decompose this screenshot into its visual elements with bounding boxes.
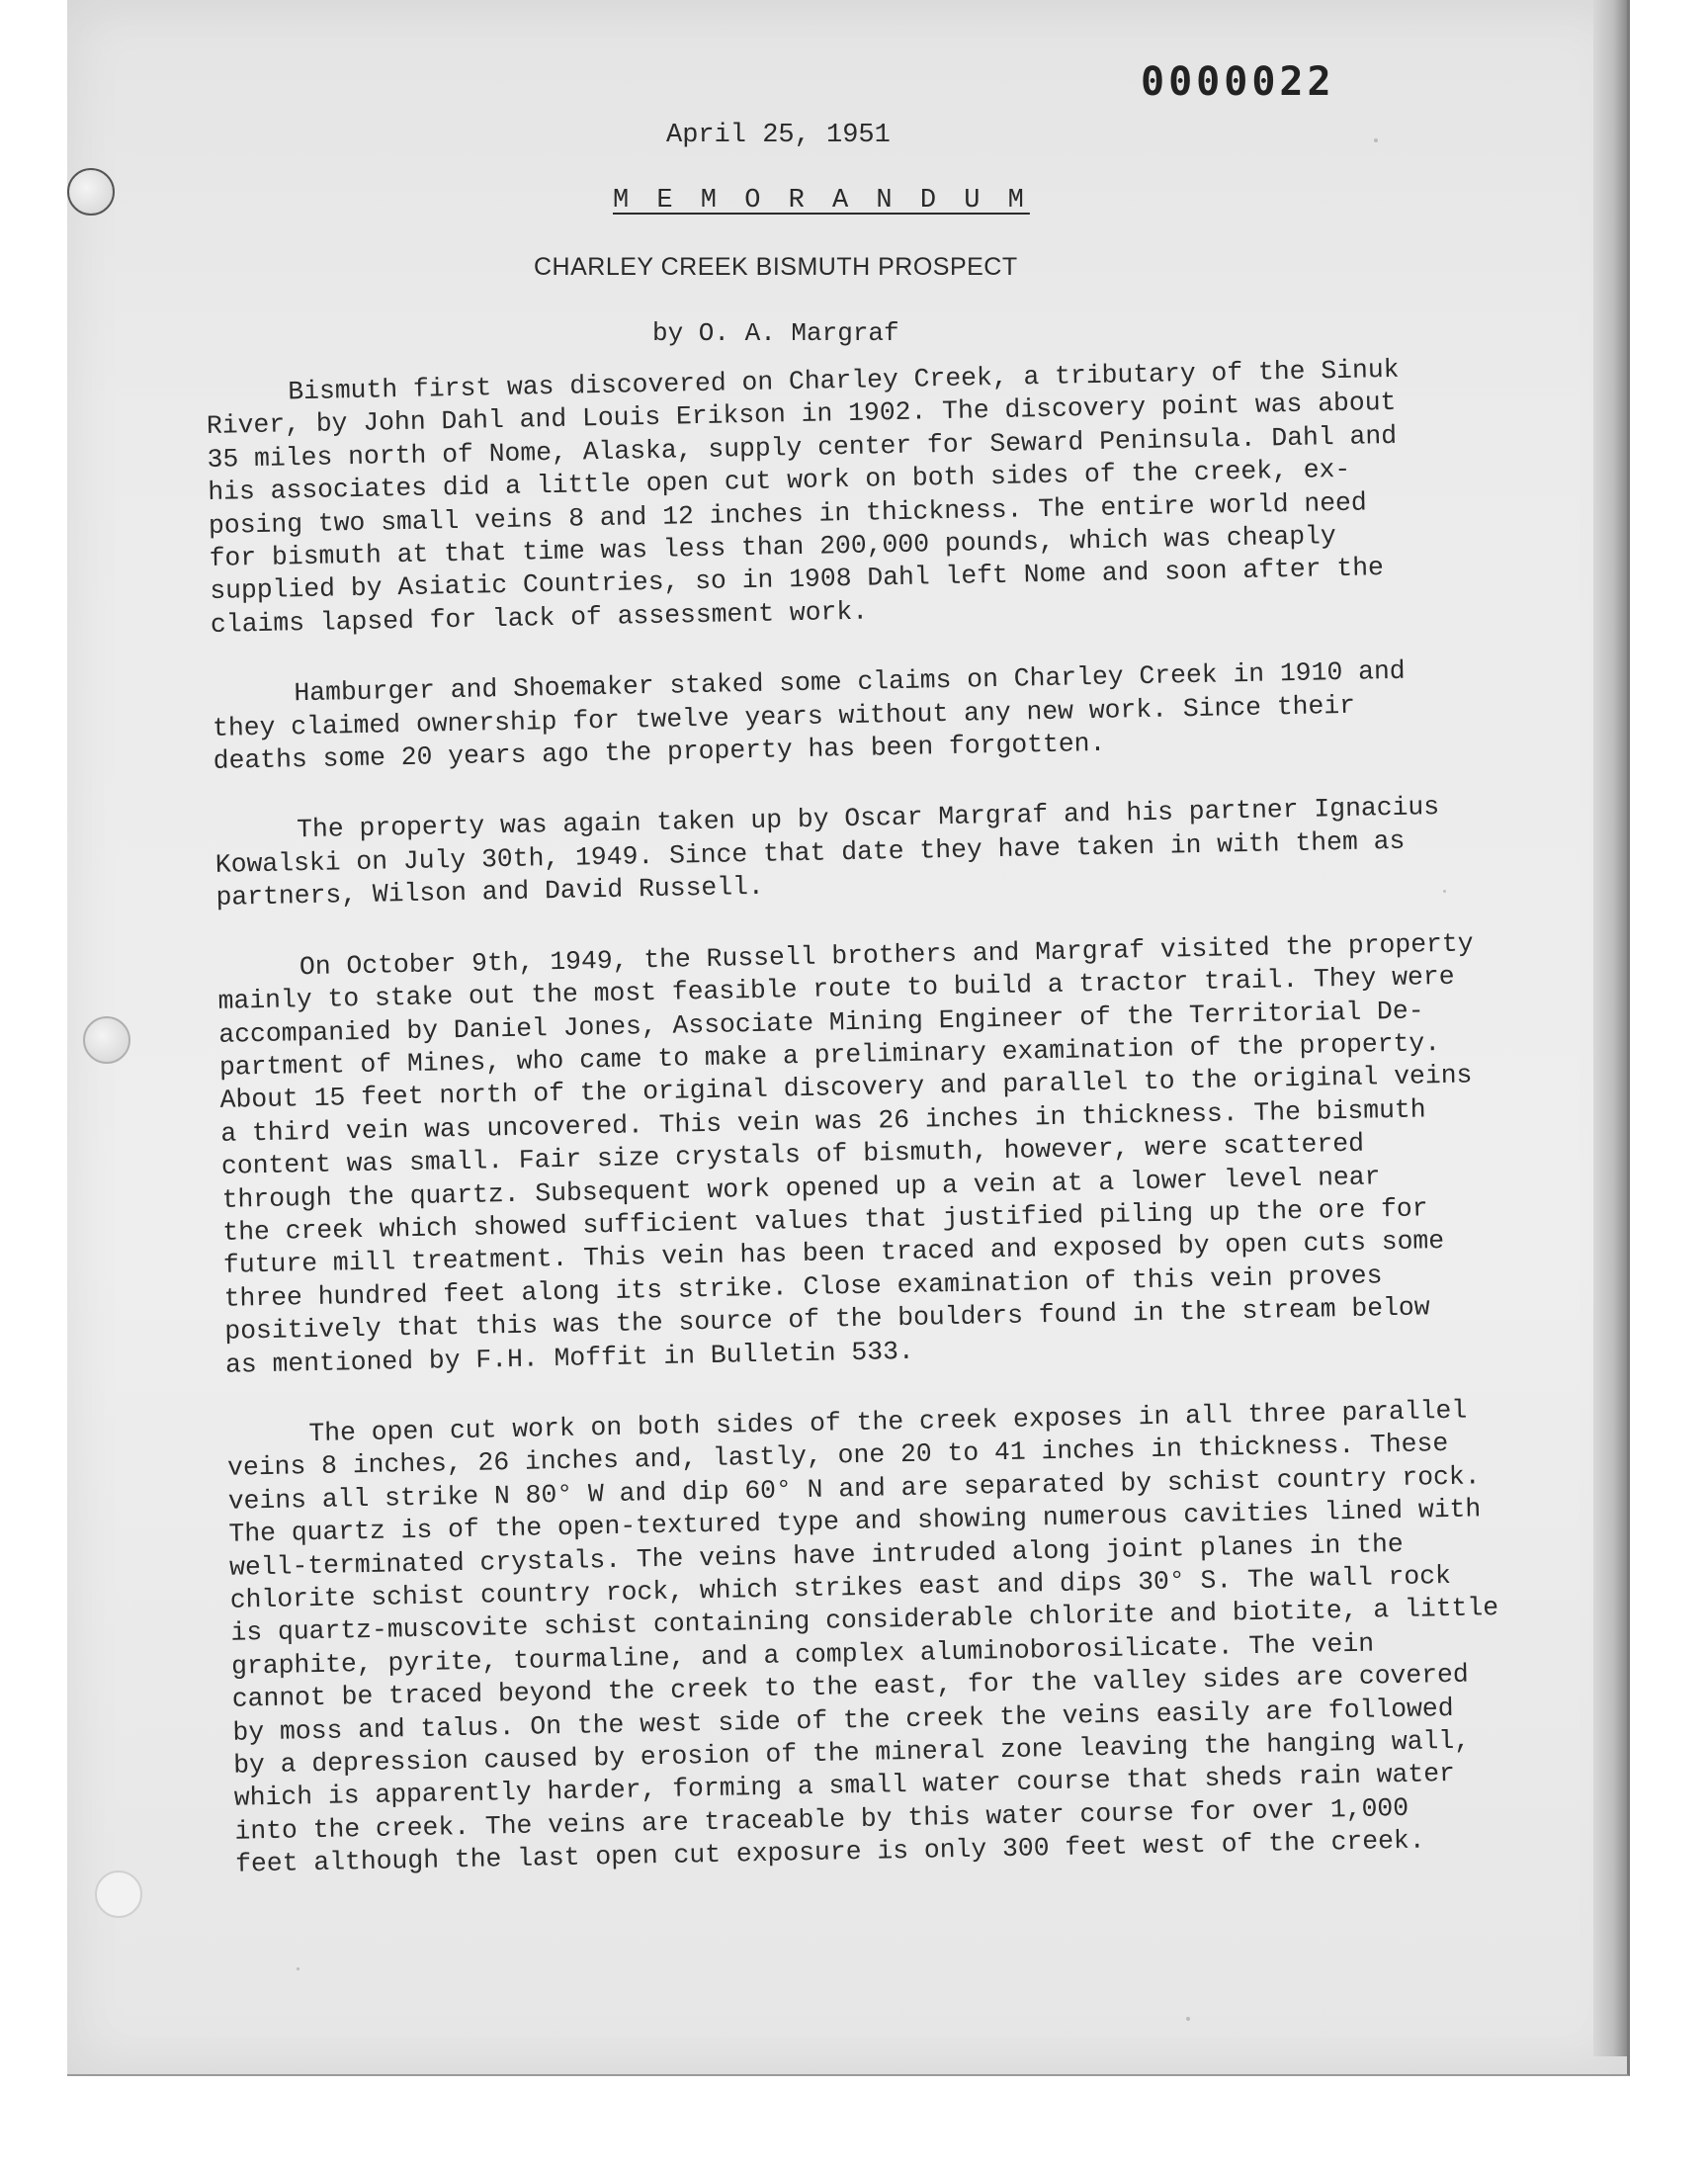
memo-date: April 25, 1951 xyxy=(666,121,891,150)
paragraph-discovery: Bismuth first was discovered on Charley Creek, a tributary of the Sinuk River, by John Dahl and Louis Erikson in 1902. The discovery point was about 35 miles north of Nome, Alaska, supply center for Seward Peninsula. Dahl and his associates did a little open cut work on both sides of the creek, ex- posing two small veins 8 and 12 inches in thickness. The entire world need for bismuth at that time was less than 200,000 pounds, which was cheaply supplied by Asiatic Countries, so in 1908 Dahl left Nome and soon after the claims lapsed for lack of assessment work. xyxy=(206,354,1400,640)
paragraph-october-visit: On October 9th, 1949, the Russell brothers and Margraf visited the property mainly to stake out the most feasible route to build a tractor trail. They were accompanied by Daniel Jones, Associate Mining Engineer of the Territorial De- partment of Mines, who came to make a preliminary examination of the property. About 15 feet north of the original discovery and parallel to the original veins a third vein was uncovered. This vein was 26 inches in thickness. The bismuth content was small. Fair size crystals of bismuth, however, were scattered through the quartz. Subsequent work opened up a vein at a lower level near the creek which showed sufficient values that justified piling up the ore for future mill treatment. This vein has been traced and exposed by open cuts some three hundred feet along its strike. Close examination of this vein proves positively that this was the source of the boulders found in the stream below as mentioned by F.H. Moffit in Bulletin 533. xyxy=(217,928,1474,1380)
paragraph-veins-geology: The open cut work on both sides of the creek exposes in all three parallel veins 8 inches, 26 inches and, lastly, one 20 to 41 inches in thickness. These veins all strike N 80° W and dip 60° N and are separated by schist country rock. The quartz is of the open-textured type and showing numerous cavities lined with well-terminated crystals. The veins have intruded along joint planes in the chlorite schist country rock, which strikes east and dips 30° S. The wall rock is quartz-muscovite schist containing considerable chlorite and biotite, a little graphite, pyrite, tourmaline, and a complex aluminoborosilicate. The vein cannot be traced beyond the creek to the east, for the valley sides are covered by moss and talus. On the west side of the creek the veins easily are followed by a depression caused by erosion of the mineral zone leaving the hanging wall, which is apparently harder, forming a small water course that sheds rain water into the creek. The veins are traceable by this water course for over 1,000 feet although the last open cut exposure is only 300 feet west of the creek. xyxy=(226,1395,1499,1879)
scan-speckle xyxy=(1443,890,1446,893)
paragraph-hamburger-shoemaker: Hamburger and Shoemaker staked some claims on Charley Creek in 1910 and they claimed ownership for twelve years without any new work. Since their deaths some 20 years ago the property has been forgotten. xyxy=(212,655,1406,776)
page-edge-shadow xyxy=(1593,0,1627,2056)
memo-byline: by O. A. Margraf xyxy=(652,318,899,348)
memo-heading: M E M O R A N D U M xyxy=(613,186,1030,216)
scan-speckle xyxy=(1186,2017,1190,2021)
scan-speckle xyxy=(297,1967,299,1970)
binder-hole-top xyxy=(67,168,115,216)
binder-hole-bottom xyxy=(95,1870,142,1918)
binder-hole-middle xyxy=(83,1016,130,1064)
document-number-stamp: 0000022 xyxy=(1141,59,1335,105)
memo-title: CHARLEY CREEK BISMUTH PROSPECT xyxy=(534,253,1018,281)
scan-speckle xyxy=(1374,138,1378,142)
paragraph-margraf-kowalski: The property was again taken up by Oscar Margraf and his partner Ignacius Kowalski on July 30th, 1949. Since that date they have taken in with them as partners, Wilson and David Russell. xyxy=(214,792,1440,914)
memo-body xyxy=(206,351,1551,1919)
